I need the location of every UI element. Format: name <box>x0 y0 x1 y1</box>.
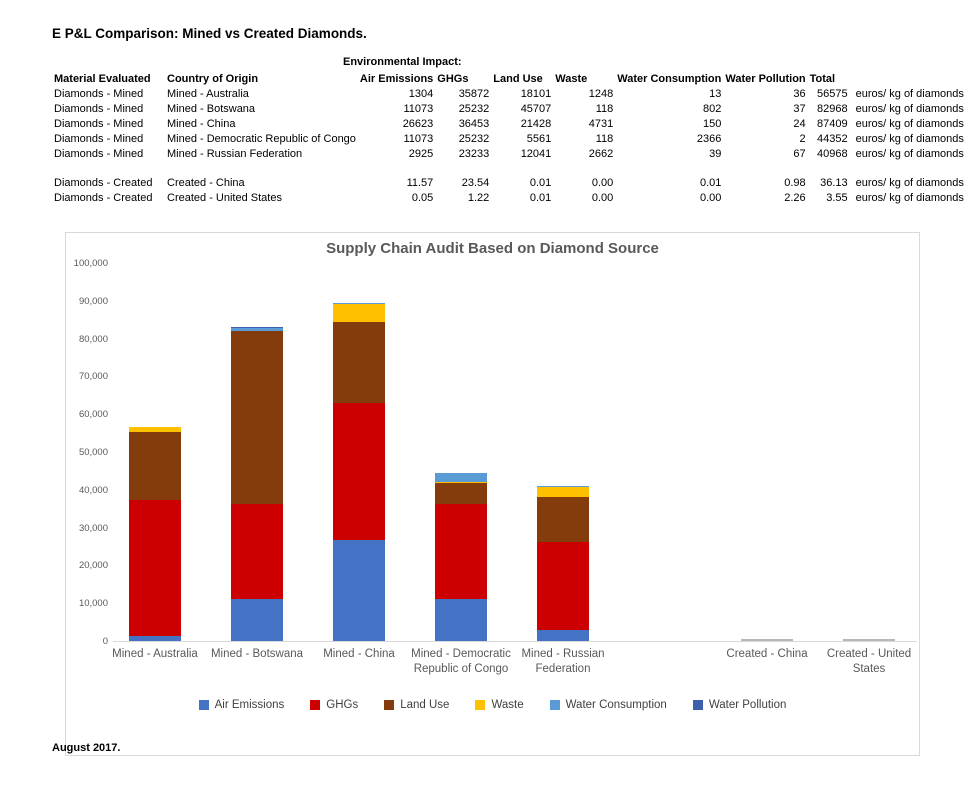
x-category-label: Created - United States <box>826 648 912 675</box>
table-cell: 40968 <box>817 147 848 160</box>
chart-title: Supply Chain Audit Based on Diamond Source <box>326 240 659 257</box>
column-header: Country of Origin <box>167 72 259 85</box>
table-cell: euros/ kg of diamonds <box>855 87 964 100</box>
table-cell: Diamonds - Mined <box>54 117 144 130</box>
y-tick-label: 10,000 <box>78 598 108 610</box>
legend-label: Land Use <box>400 699 450 711</box>
table-spacer-row <box>52 161 974 175</box>
column-header: Material Evaluated <box>54 72 151 85</box>
bar-segment <box>537 487 589 497</box>
table-row <box>52 116 974 131</box>
table-cell: euros/ kg of diamonds <box>855 102 964 115</box>
stacked-bar <box>129 427 181 641</box>
table-cell: 11073 <box>403 102 434 115</box>
table-cell: 87409 <box>817 117 848 130</box>
legend-item <box>310 699 358 711</box>
table-cell: 2366 <box>696 132 722 145</box>
table-cell: 2925 <box>408 147 434 160</box>
bar-segment <box>333 304 385 322</box>
table-cell: Created - United States <box>167 191 282 204</box>
bar-segment <box>435 504 487 599</box>
x-category-label: Mined - Botswana <box>210 648 304 660</box>
legend-item <box>199 699 285 711</box>
y-tick-label: 80,000 <box>78 333 108 345</box>
x-category-label: Mined - Democratic Republic of Congo <box>411 648 511 675</box>
legend-swatch <box>310 700 320 710</box>
table-cell: Diamonds - Created <box>54 176 153 189</box>
table-cell: 150 <box>703 117 722 130</box>
spacer-cell <box>52 161 974 175</box>
table-cell: Mined - Russian Federation <box>167 147 303 160</box>
stacked-bar <box>231 327 283 641</box>
column-header: Land Use <box>493 72 543 85</box>
table-cell: 37 <box>793 102 806 115</box>
table-cell: Mined - China <box>167 117 236 130</box>
table-cell: 67 <box>793 147 806 160</box>
bar-segment <box>435 473 487 482</box>
table-cell: Mined - Democratic Republic of Congo <box>167 132 356 145</box>
table-cell: 44352 <box>817 132 848 145</box>
table-row <box>52 175 974 190</box>
legend-label: Water Consumption <box>565 699 667 711</box>
legend-item <box>550 699 667 711</box>
table-cell: Diamonds - Mined <box>54 87 144 100</box>
x-axis-line <box>113 641 917 642</box>
table-cell: euros/ kg of diamonds <box>855 176 964 189</box>
supply-chain-chart <box>65 232 920 756</box>
table-cell: 11073 <box>403 132 434 145</box>
bar-segment <box>435 599 487 641</box>
column-header: Air Emissions <box>359 72 434 85</box>
table-cell: 1304 <box>408 87 434 100</box>
table-cell: 0.01 <box>699 176 722 189</box>
table-cell: 26623 <box>402 117 434 130</box>
table-cell: 25232 <box>458 102 490 115</box>
table-cell: Mined - Australia <box>167 87 249 100</box>
y-tick-label: 40,000 <box>78 484 108 496</box>
table-cell: euros/ kg of diamonds <box>855 147 964 160</box>
table-cell: 18101 <box>520 87 552 100</box>
table-header-row <box>52 71 974 86</box>
table-row <box>52 190 974 205</box>
bar-segment <box>129 432 181 500</box>
bar-segment <box>537 497 589 543</box>
bar-segment <box>333 540 385 641</box>
table-cell: 0.00 <box>699 191 722 204</box>
legend-swatch <box>550 700 560 710</box>
y-tick-label: 70,000 <box>78 371 108 383</box>
table-row <box>52 86 974 101</box>
y-tick-label: 90,000 <box>78 295 108 307</box>
table-row <box>52 131 974 146</box>
table-cell: 12041 <box>520 147 552 160</box>
table-cell: 118 <box>595 132 614 145</box>
table-cell: 1.22 <box>467 191 490 204</box>
table-cell: Diamonds - Mined <box>54 102 144 115</box>
y-tick-label: 50,000 <box>78 447 108 458</box>
x-category-label: Mined - Russian Federation <box>521 648 605 675</box>
y-tick-label: 100,000 <box>73 258 108 269</box>
table-cell: 23233 <box>458 147 490 160</box>
table-cell: 36 <box>793 87 806 100</box>
column-header: Waste <box>555 72 588 85</box>
legend-swatch <box>475 700 485 710</box>
table-cell: 118 <box>595 102 614 115</box>
x-category-label: Mined - Australia <box>112 648 198 660</box>
column-header: Water Pollution <box>725 72 806 85</box>
column-header: GHGs <box>437 72 469 85</box>
legend-swatch <box>384 700 394 710</box>
table-cell: 2 <box>799 132 806 145</box>
legend-swatch <box>199 700 209 710</box>
table-cell: 35872 <box>458 87 490 100</box>
table-cell: 802 <box>703 102 722 115</box>
stacked-bar <box>537 486 589 641</box>
bar-segment <box>333 403 385 541</box>
table-cell: 56575 <box>817 87 848 100</box>
bar-segment <box>537 542 589 630</box>
legend-label: Air Emissions <box>214 699 285 711</box>
table-cell: 0.01 <box>529 191 552 204</box>
table-cell: 45707 <box>520 102 552 115</box>
legend-label: GHGs <box>326 699 359 711</box>
table-cell: 0.05 <box>411 191 434 204</box>
table-cell: Created - China <box>167 176 245 189</box>
y-tick-label: 20,000 <box>78 560 108 572</box>
bar-segment <box>231 599 283 641</box>
stacked-bar <box>333 303 385 641</box>
table-cell: 2662 <box>588 147 614 160</box>
table-cell: 0.00 <box>591 191 614 204</box>
table-cell: Diamonds - Created <box>54 191 153 204</box>
table-cell: 36453 <box>458 117 490 130</box>
bar-segment <box>435 483 487 504</box>
column-header <box>850 71 974 86</box>
table-cell: 3.55 <box>826 191 848 204</box>
legend-item <box>384 699 449 711</box>
impact-table <box>52 56 974 205</box>
table-cell: 5561 <box>526 132 552 145</box>
table-cell: 1248 <box>588 87 614 100</box>
table-cell: 82968 <box>817 102 848 115</box>
table-cell: 0.98 <box>784 176 806 189</box>
table-cell: euros/ kg of diamonds <box>855 191 964 204</box>
table-cell: 36.13 <box>820 176 848 189</box>
table-cell: 39 <box>709 147 722 160</box>
y-tick-label: 60,000 <box>78 409 108 421</box>
legend-label: Water Pollution <box>708 699 787 711</box>
column-header: Total <box>809 72 836 85</box>
table-cell: 11.57 <box>406 176 434 189</box>
legend-label: Waste <box>491 699 524 711</box>
table-cell: Diamonds - Mined <box>54 147 144 160</box>
legend-item <box>693 699 787 711</box>
table-cell: 0.00 <box>591 176 614 189</box>
bar-segment <box>537 630 589 641</box>
table-cell: 13 <box>709 87 722 100</box>
table-cell: 0.01 <box>529 176 552 189</box>
table-cell: Diamonds - Mined <box>54 132 144 145</box>
table-cell: euros/ kg of diamonds <box>855 132 964 145</box>
column-header: Water Consumption <box>617 72 722 85</box>
x-category-label: Created - China <box>726 648 808 660</box>
chart-legend <box>66 699 919 711</box>
page-title: E P&L Comparison: Mined vs Created Diamonds. <box>52 26 367 41</box>
legend-swatch <box>693 700 703 710</box>
bar-segment <box>129 500 181 636</box>
legend-item <box>475 699 523 711</box>
bar-segment <box>231 331 283 504</box>
table-cell: Mined - Botswana <box>167 102 256 115</box>
plot-area <box>113 263 917 641</box>
environmental-impact-section-header: Environmental Impact: <box>343 56 462 68</box>
bar-segment <box>231 504 283 599</box>
table-row <box>52 101 974 116</box>
table-cell: 21428 <box>520 117 552 130</box>
x-category-label: Mined - China <box>323 648 395 660</box>
table-cell: 23.54 <box>461 176 490 189</box>
y-tick-label: 0 <box>102 636 108 647</box>
y-tick-label: 30,000 <box>78 522 108 534</box>
table-cell: 25232 <box>458 132 490 145</box>
table-row <box>52 146 974 161</box>
stacked-bar <box>435 473 487 641</box>
table-cell: euros/ kg of diamonds <box>855 117 964 130</box>
bar-segment <box>333 322 385 403</box>
impact-data-table <box>52 71 974 205</box>
table-cell: 4731 <box>588 117 614 130</box>
table-cell: 2.26 <box>784 191 806 204</box>
table-cell: 24 <box>793 117 806 130</box>
footer-date: August 2017. <box>52 742 121 754</box>
